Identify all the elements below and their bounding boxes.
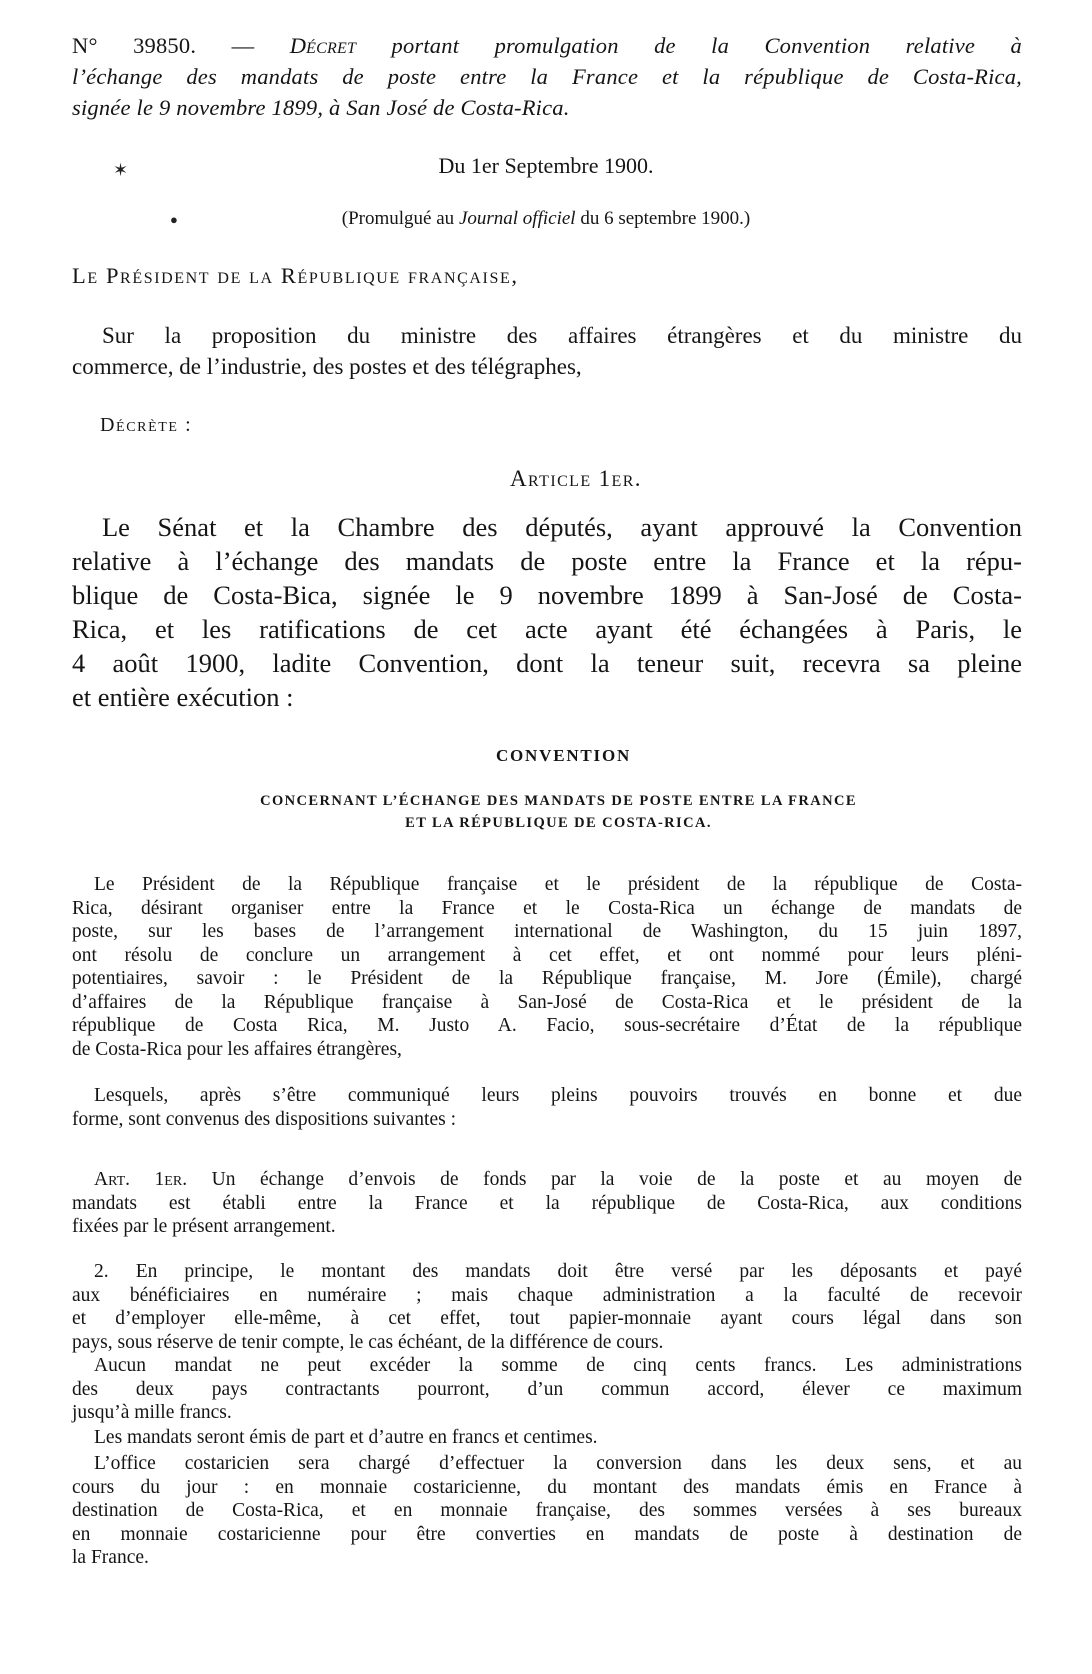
text-line: ont résolu de conclure un arrangement à cet effet, et ont nommé pour leurs pléni- [72,944,1022,966]
text-line: Rica, et les ratifications de cet acte ayant été échangées à Paris, le [72,614,1022,644]
decree-header [72,30,1022,123]
text-line: relative à l’échange des mandats de poste entre la France et la répu- [72,546,1022,576]
text-line: commerce, de l’industrie, des postes et des télégraphes, [72,354,582,379]
text-line: république de Costa Rica, M. Justo A. Facio, sous-secrétaire d’État de la république [72,1015,1022,1036]
article-1-paragraph [72,1168,1022,1239]
article-body [72,510,1022,714]
text-line: mandats est établi entre la France et la république de Costa-Rica, aux conditions [72,1192,1022,1214]
decree-header-line-3: signée le 9 novembre 1899, à San José de Costa-Rica. [72,95,570,120]
text-line: forme, sont convenus des dispositions suivantes : [72,1108,457,1130]
text-line: fixées par le présent arrangement. [72,1216,336,1237]
decrete-heading: Décrète : [100,414,193,436]
text-line: et d’employer elle-même, à cet effet, tout papier-monnaie ayant cours légal dans son [72,1308,1022,1329]
text-line: en monnaie costaricienne pour être converties en mandats de poste à destination de [72,1523,1022,1545]
article-1-label: Art. 1er. [94,1169,188,1190]
decree-header-line-2: l’échange des mandats de poste entre la France et la république de Costa-Rica, [72,64,1022,89]
text-line: Sur la proposition du ministre des affaires étrangères et du ministre du [102,323,1022,348]
text-line: 2. En principe, le montant des mandats doit être versé par les déposants et payé [94,1261,1022,1282]
article-2-paragraph [72,1260,1022,1354]
text-line: Le Président de la République française et le président de la république de Costa- [94,874,1022,895]
text-line: et entière exécution : [72,682,294,712]
text-line: pays, sous réserve de tenir compte, le cas échéant, de la différence de cours. [72,1331,664,1353]
ink-speck-mark: ● [170,212,178,227]
text-line: la France. [72,1547,149,1568]
text-line: Art. 1er. Un échange d’envois de fonds par la voie de la poste et au moyen de [94,1169,1023,1190]
text-line: de Costa-Rica pour les affaires étrangères, [72,1038,402,1060]
text-line: destination de Costa-Rica, et en monnaie française, des sommes versées à ses bureaux [72,1500,1022,1521]
conversion-paragraph [72,1452,1022,1570]
maximum-paragraph [72,1354,1022,1425]
text-line: 4 août 1900, ladite Convention, dont la teneur suit, recevra sa pleine [72,648,1022,678]
text-line: Rica, désirant organiser entre la France et le Costa-Rica un échange de mandats de [72,897,1022,919]
lesquels-paragraph [72,1084,1022,1131]
promulgation-note: (Promulgué au Journal officiel du 6 septembre 1900.) [341,208,751,229]
text-line: des deux pays contractants pourront, d’un commun accord, élever ce maximum [72,1378,1022,1400]
proposal-paragraph [72,320,1022,382]
preamble-paragraph [72,873,1022,1061]
decree-header-line-1: N° 39850. — Décret portant promulgation de la Convention relative à [72,33,1022,58]
text-line: poste, sur les bases de l’arrangement international de Washington, du 15 juin 1897, [72,921,1022,942]
text-line: potentiaires, savoir : le Président de la République française, M. Jore (Émile), chargé [72,968,1022,989]
convention-title: CONVENTION [495,746,632,765]
article-heading: Article 1er. [510,466,642,491]
text-line: d’affaires de la République française à San-José de Costa-Rica et le président de la [72,991,1022,1013]
ink-speck-mark: ✶ [113,160,129,180]
convention-subtitle: CONCERNANT L’ÉCHANGE DES MANDATS DE POSTE ENTRE LA FRANCE ET LA RÉPUBLIQUE DE COSTA-RICA. [260,793,857,831]
text-line: Lesquels, après s’être communiqué leurs pleins pouvoirs trouvés en bonne et due [94,1085,1022,1106]
decree-date: Du 1er Septembre 1900. [438,153,654,178]
text-line: Aucun mandat ne peut excéder la somme de cinq cents francs. Les administrations [94,1355,1022,1376]
president-heading: Le Président de la République française, [72,263,519,288]
text-line: cours du jour : en monnaie costaricienne, du montant des mandats émis en France à [72,1476,1022,1498]
text-line: L’office costaricien sera chargé d’effectuer la conversion dans les deux sens, et au [94,1453,1022,1474]
text-line: blique de Costa-Bica, signée le 9 novembre 1899 à San-José de Costa- [72,580,1022,610]
currency-paragraph [72,1426,1022,1450]
text-line: Le Sénat et la Chambre des députés, ayant approuvé la Convention [102,512,1022,542]
text-line: jusqu’à mille francs. [72,1402,232,1423]
text-line: aux bénéficiaires en numéraire ; mais chaque administration a la faculté de recevoir [72,1284,1022,1306]
text-line: Les mandats seront émis de part et d’autre en francs et centimes. [94,1427,598,1448]
